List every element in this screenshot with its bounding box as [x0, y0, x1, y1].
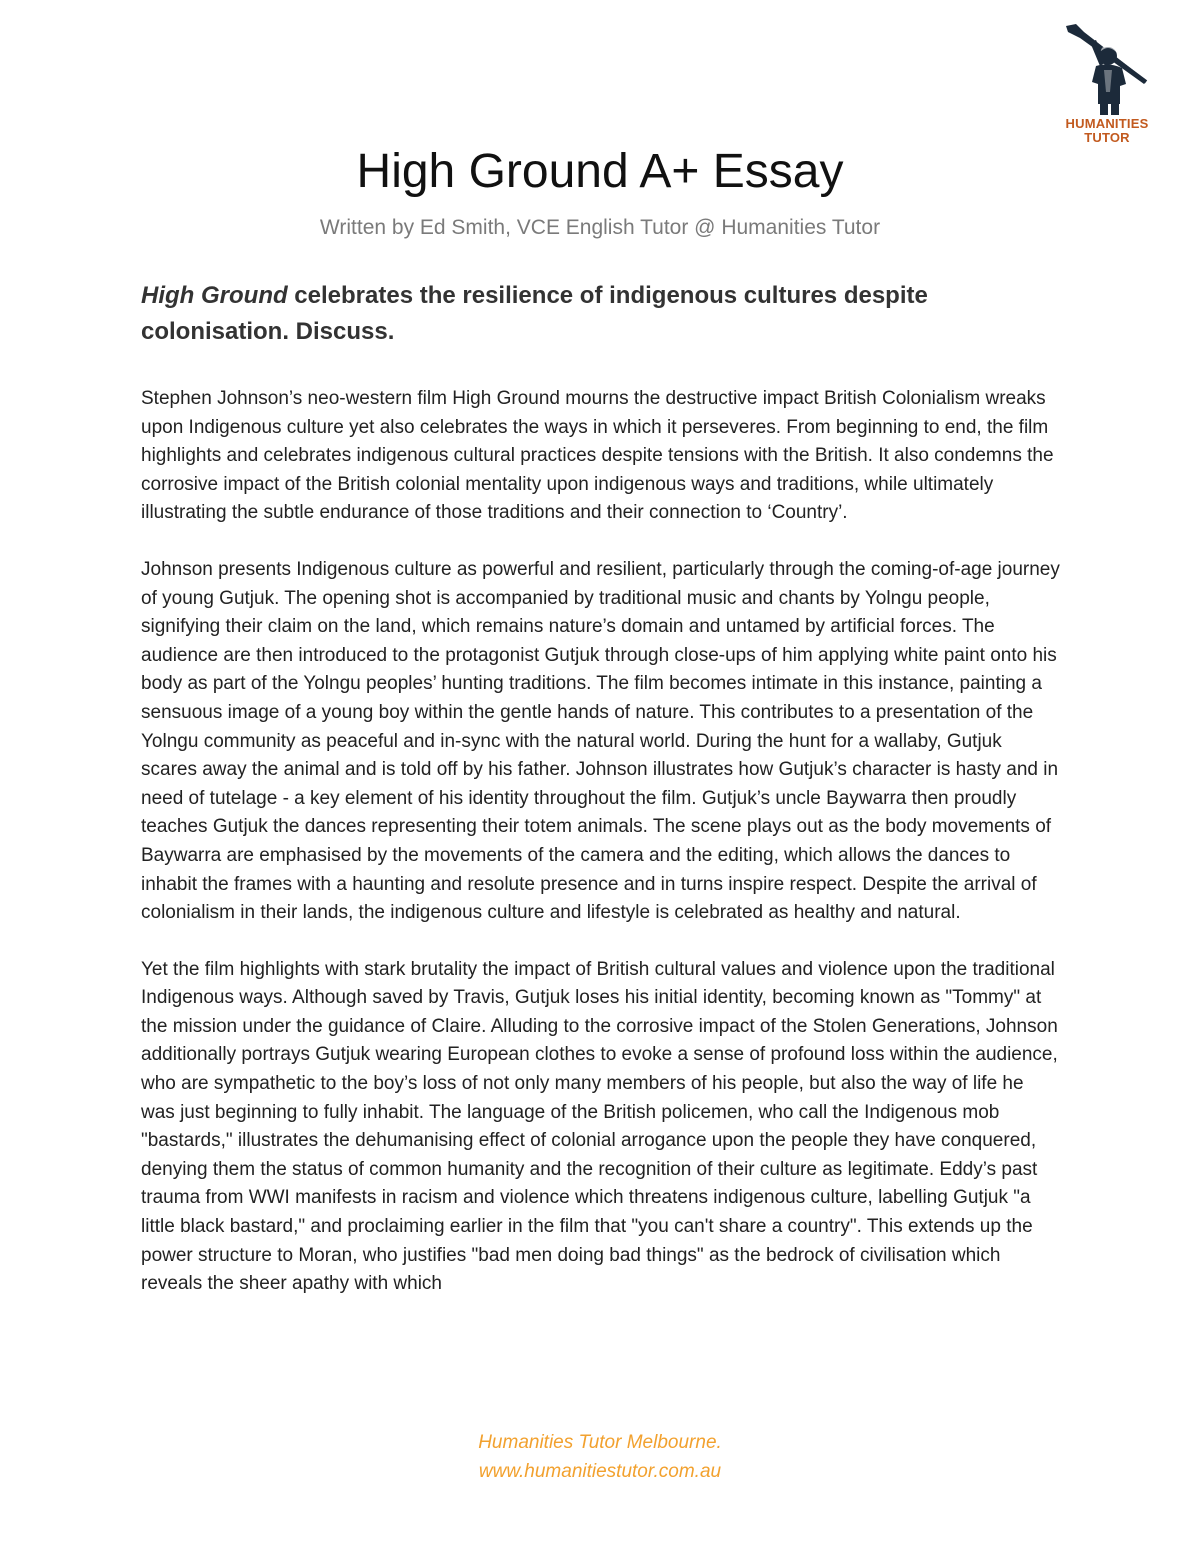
essay-body: [141, 385, 1061, 1327]
footer-url[interactable]: www.humanitiestutor.com.au: [478, 1461, 722, 1482]
logo-line-1: HUMANITIES: [1065, 116, 1149, 131]
paragraph-intro: Stephen Johnson’s neo-western film High Ground mourns the destructive impact British Colonialism wreaks upon Indigenous culture yet also celebrates the ways in which it perseveres. From beginning to end, the film highlights and celebrates indigenous cultural practices despite tensions with the British. It also condemns the corrosive impact of the British colonial mentality upon indigenous ways and traditions, while ultimately illustrating the subtle endurance of those traditions and their connection to ‘Country’.: [141, 388, 1054, 524]
film-title: High Ground: [141, 282, 288, 309]
brand-logo: [1052, 22, 1162, 146]
paragraph-body-1: Johnson presents Indigenous culture as powerful and resilient, particularly through the coming-of-age journey of young Gutjuk. The opening shot is accompanied by traditional music and chants by Yolngu people, signifying their claim on the land, which remains nature’s domain and untamed by artificial forces. The audience are then introduced to the protagonist Gutjuk through close-ups of him applying white paint onto his body as part of the Yolngu peoples’ hunting traditions. The film becomes intimate in this instance, painting a sensuous image of a young boy within the gentle hands of nature. This contributes to a presentation of the Yolngu community as peaceful and in-sync with the natural world. During the hunt for a wallaby, Gutjuk scares away the animal and is told off by his father. Johnson illustrates how Gutjuk’s character is hasty and in need of tutelage - a key element of his identity throughout the film. Gutjuk’s uncle Baywarra then proudly teaches Gutjuk the dances representing their totem animals. The scene plays out as the body movements of Baywarra are emphasised by the movements of the camera and the editing, which allows the dances to inhabit the frames with a haunting and resolute presence and in turns inspire respect. Despite the arrival of colonialism in their lands, the indigenous culture and lifestyle is celebrated as healthy and natural.: [141, 558, 1060, 924]
question-text: celebrates the resilience of indigenous cultures despite colonisation. Discuss.: [141, 282, 928, 345]
quill-figure-icon: [1060, 22, 1154, 117]
essay-question: [141, 278, 1061, 350]
logo-line-2: TUTOR: [1084, 130, 1130, 145]
author-byline: Written by Ed Smith, VCE English Tutor @ Humanities Tutor: [319, 216, 881, 239]
footer-company: Humanities Tutor Melbourne.: [478, 1432, 722, 1453]
paragraph-body-2: Yet the film highlights with stark brutality the impact of British cultural values and violence upon the traditional Indigenous ways. Although saved by Travis, Gutjuk loses his initial identity, becoming known as "Tommy" at the mission under the guidance of Claire. Alluding to the corrosive impact of the Stolen Generations, Johnson additionally portrays Gutjuk wearing European clothes to evoke a sense of profound loss within the audience, who are sympathetic to the boy’s loss of not only many members of his people, but also the way of life he was just beginning to fully inhabit. The language of the British policemen, who call the Indigenous mob "bastards," illustrates the dehumanising effect of colonial arrogance upon the people they have conquered, denying them the status of common humanity and the recognition of their culture as legitimate. Eddy’s past trauma from WWI manifests in racism and violence which threatens indigenous culture, labelling Gutjuk "a little black bastard," and proclaiming earlier in the film that "you can't share a country". This extends up the power structure to Moran, who justifies "bad men doing bad things" as the bedrock of civilisation which reveals the sheer apathy with which: [141, 958, 1058, 1295]
logo-text: [1052, 117, 1162, 145]
page-footer: [0, 1428, 1200, 1486]
page-title: High Ground A+ Essay: [356, 145, 844, 198]
